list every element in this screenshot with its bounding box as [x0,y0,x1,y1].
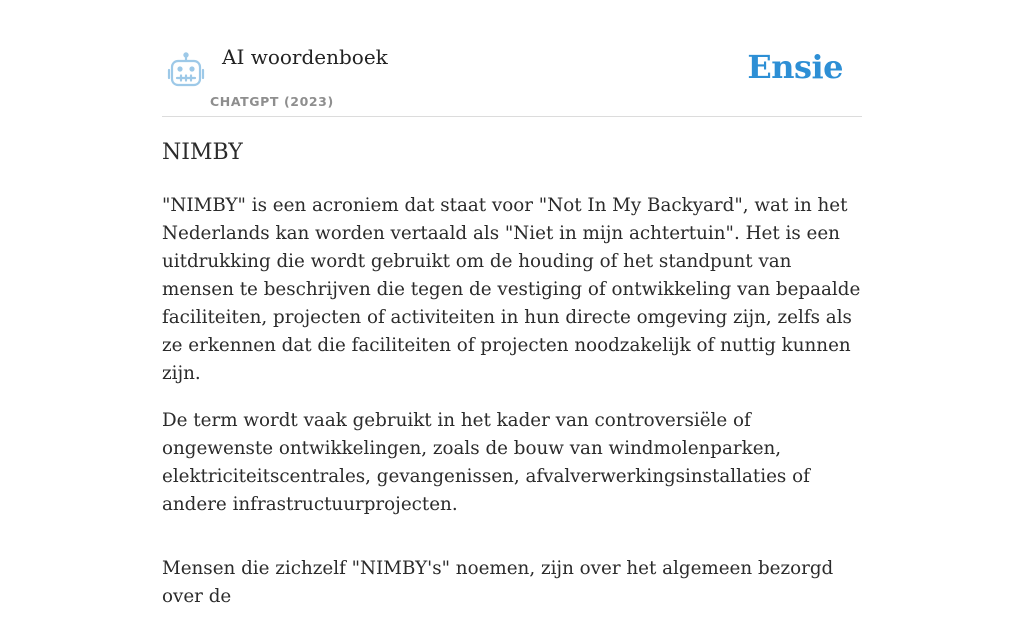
entry-paragraph: Mensen die zichzelf "NIMBY's" noemen, zijn over het algemeen bezorgd over de [162,558,834,607]
source-header [162,40,862,117]
entry-title: NIMBY [162,140,243,165]
source-title: AI woordenboek [222,45,388,69]
source-subtitle: CHATGPT (2023) [210,94,334,109]
entry-paragraph: "NIMBY" is een acroniem dat staat voor "Not In My Backyard", wat in het Nederlands kan worden vertaald als "Niet in mijn achtertuin". Het is een uitdrukking die wordt gebruikt om de houding of het standpunt van mensen te beschrijven die tegen de vestiging of ontwikkeling van bepaalde faciliteiten, projecten of activiteiten in hun directe omgeving zijn, zelfs als ze erkennen dat die faciliteiten of projecten noodzakelijk of nuttig kunnen zijn. [162,195,861,384]
entry-content [162,192,862,630]
robot-icon [166,52,206,90]
entry-paragraph: De term wordt vaak gebruikt in het kader van controversiële of ongewenste ontwikkelingen, zoals de bouw van windmolenparken, elektriciteitscentrales, gevangenissen, afvalverwerkingsinstallaties of andere infrastructuurprojecten. [162,410,810,515]
ensie-logo[interactable]: Ensie [747,48,843,86]
